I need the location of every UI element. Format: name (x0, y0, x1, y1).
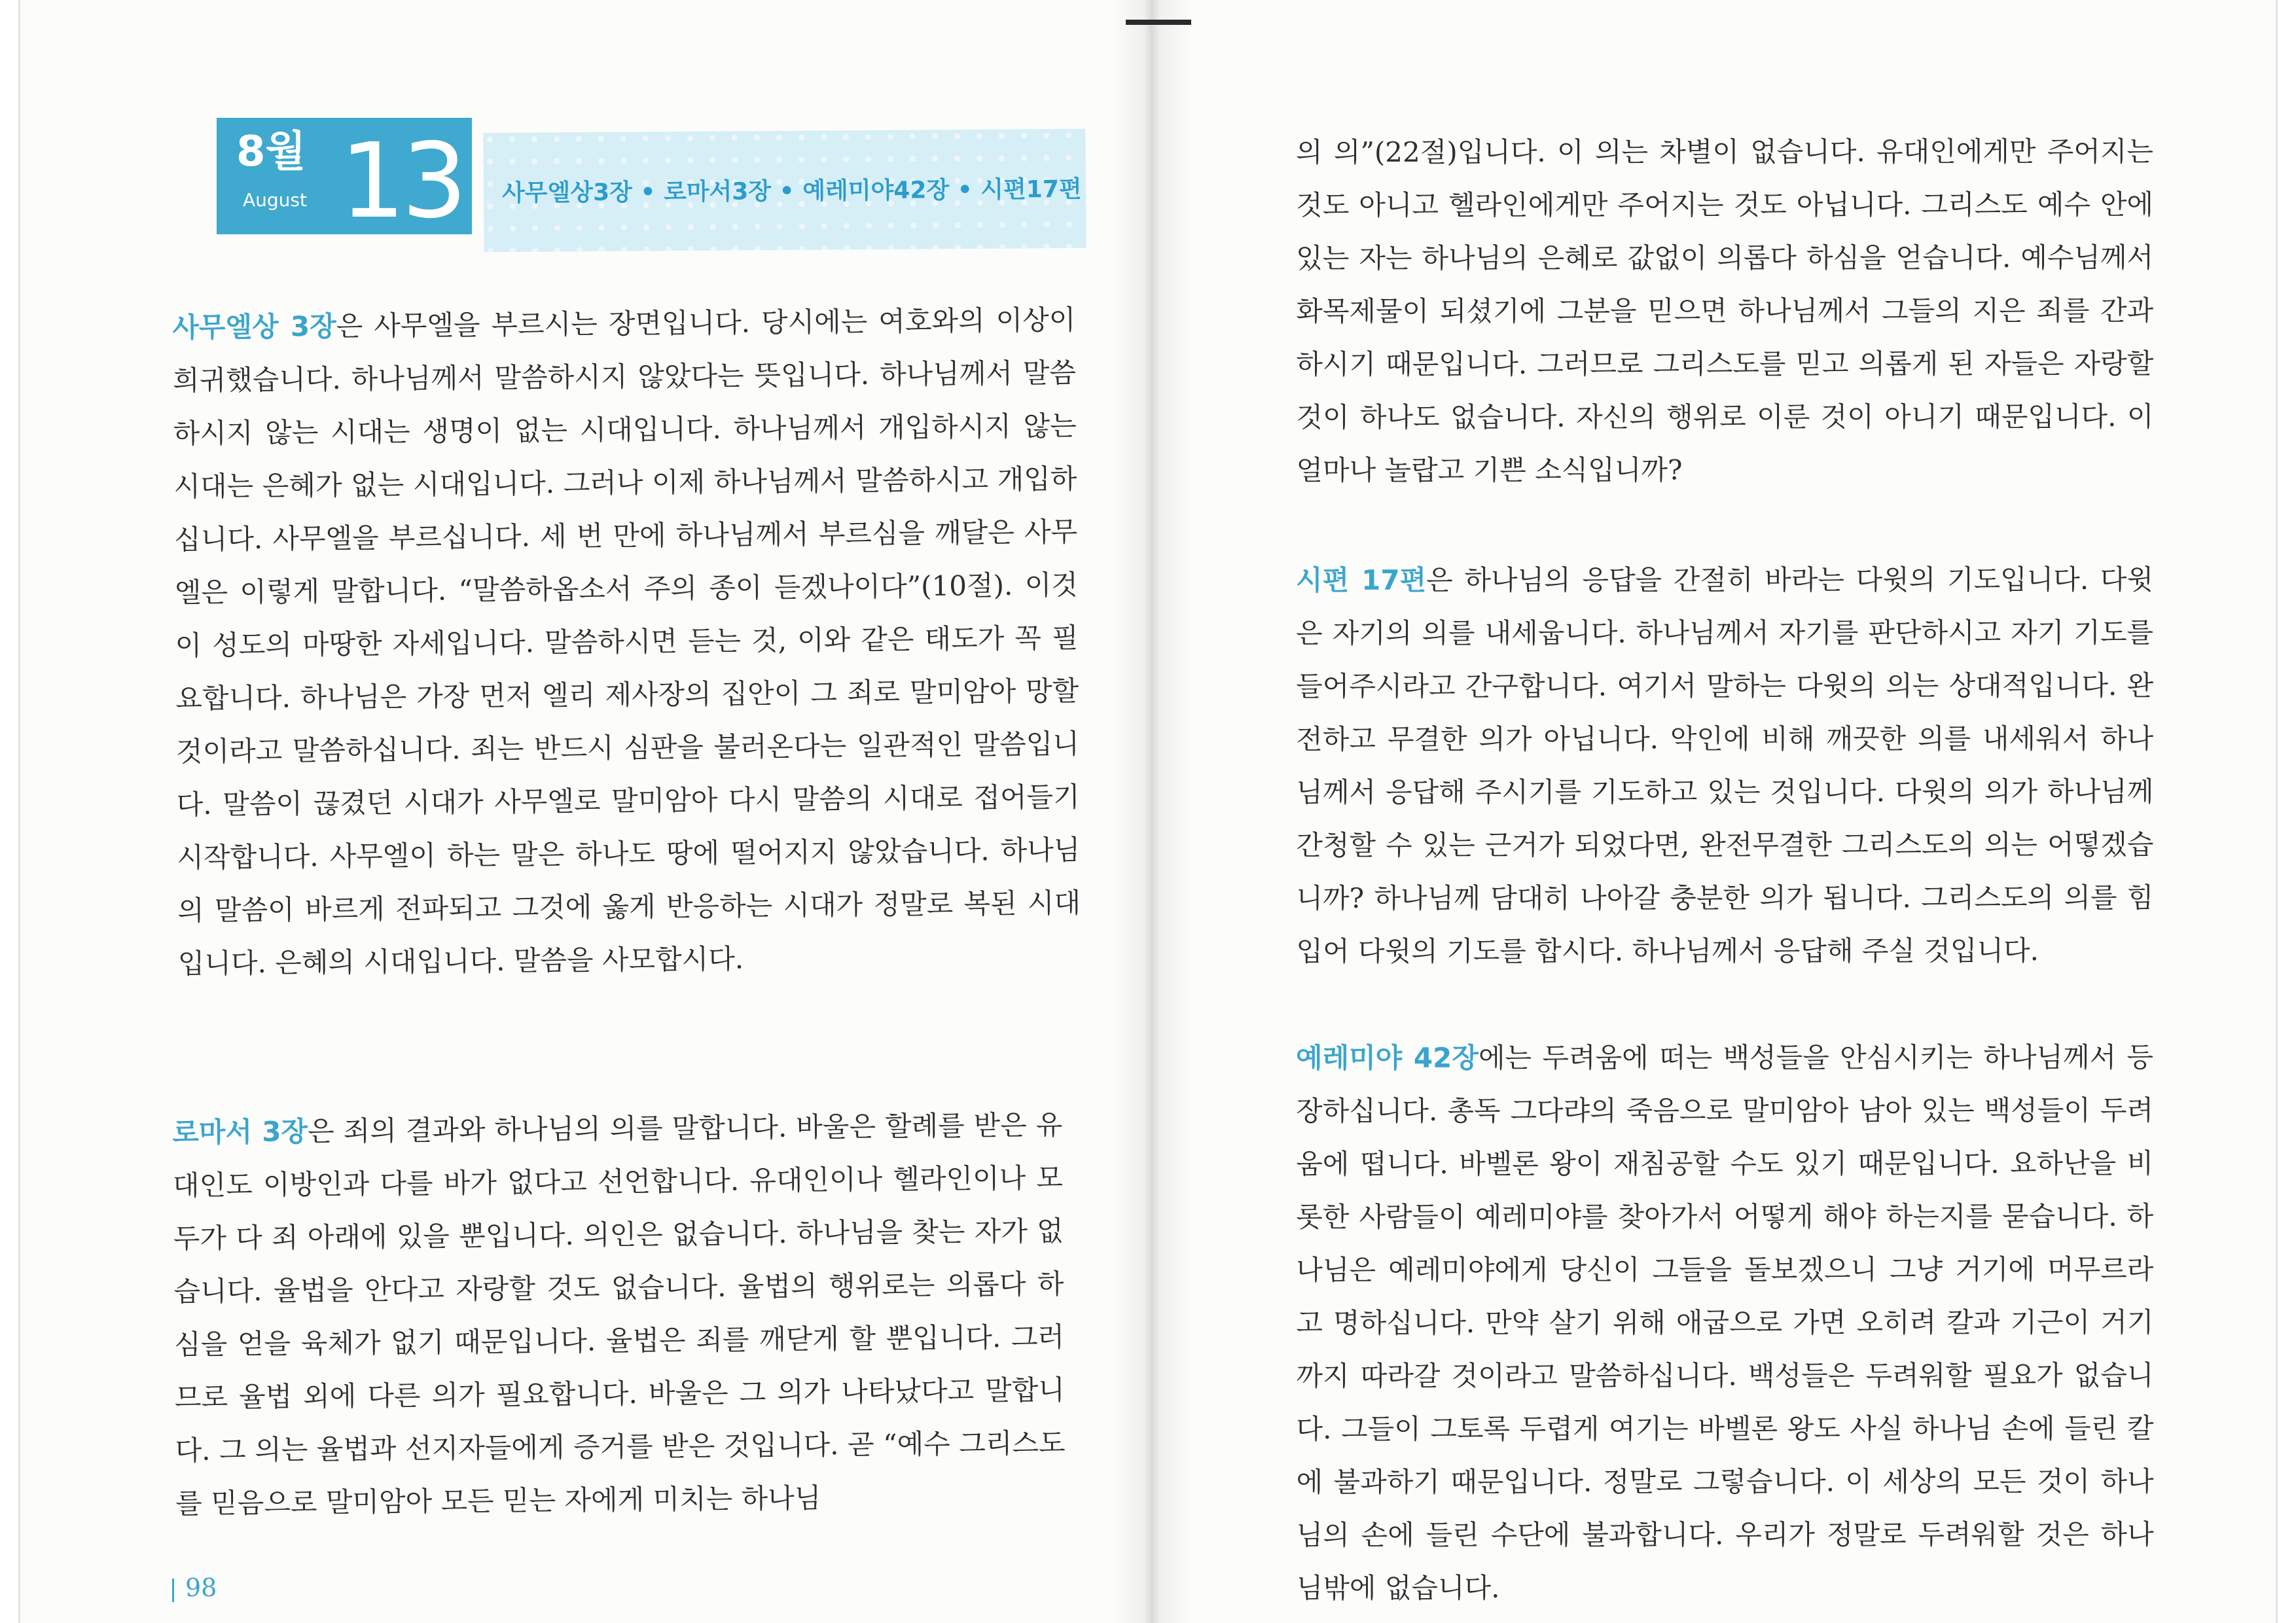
paragraph-heading: 로마서 3장 (172, 1115, 308, 1149)
day-number: 13 (340, 121, 464, 241)
paragraph-text: 은 죄의 결과와 하나님의 의를 말합니다. 바울은 할례를 받은 유대인도 이방인과 다를 바가 없다고 선언합니다. 유대인이나 헬라인이나 모두가 다 죄 아래에 있을 뿐입니다. 의인은 없습니다. 하나님을 찾는 자가 없습니다. 율법을 안다고 자랑할 것도 없습니다. 율법의 행위로는 의롭다 하심을 얻을 육체가 없기 때문입니다. 율법은 죄를 깨닫게 할 뿐입니다. 그러므로 율법 외에 다른 의가 필요합니다. 바울은 그 의가 나타났다고 말합니다. 그 의는 율법과 선지자들에게 증거를 받은 것입니다. 곧 “예수 그리스도를 믿음으로 말미암아 모든 믿는 자에게 미치는 하나님 (172, 1109, 1066, 1520)
page-number-rule (172, 1578, 174, 1602)
date-badge (217, 118, 472, 241)
paragraph-romans-continued (1296, 125, 2153, 497)
page-number: 98 (185, 1573, 217, 1602)
paragraph-psalms (1296, 553, 2154, 978)
paragraph-romans (172, 1098, 1066, 1530)
paragraph-text: 에는 두려움에 떠는 백성들을 안심시키는 하나님께서 등장하십니다. 총독 그다랴의 죽음으로 말미암아 남아 있는 백성들이 두려움에 떱니다. 바벨론 왕이 재침공할 수도 있기 때문입니다. 요하난을 비롯한 사람들이 예레미야를 찾아가서 어떻게 해야 하는지를 묻습니다. 하나님은 예레미야에게 당신이 그들을 돌보겠으니 그냥 거기에 머무르라고 명하십니다. 만약 살기 위해 애굽으로 가면 오히려 칼과 기근이 거기까지 따라갈 것이라고 말씀하십니다. 백성들은 두려워할 필요가 없습니다. 그들이 그토록 두렵게 여기는 바벨론 왕도 사실 하나님 손에 들린 칼에 불과하기 때문입니다. 정말로 그렇습니다. 이 세상의 모든 것이 하나님의 손에 들린 수단에 불과합니다. 우리가 정말로 두려워할 것은 하나님밖에 없습니다. (1296, 1041, 2154, 1604)
paragraph-text: 은 하나님의 응답을 간절히 바라는 다윗의 기도입니다. 다윗은 자기의 의를 내세웁니다. 하나님께서 자기를 판단하시고 자기 기도를 들어주시라고 간구합니다. 여기서 말하는 다윗의 의는 상대적입니다. 완전하고 무결한 의가 아닙니다. 악인에 비해 깨끗한 의를 내세워서 하나님께서 응답해 주시기를 기도하고 있는 것입니다. 다윗의 의가 하나님께 간청할 수 있는 근거가 되었다면, 완전무결한 그리스도의 의는 어떻겠습니까? 하나님께 담대히 나아갈 충분한 의가 됩니다. 그리스도의 의를 힘입어 다윗의 기도를 합시다. 하나님께서 응답해 주실 것입니다. (1296, 563, 2154, 967)
reading-plan-banner (483, 129, 1086, 252)
reading-plan-text: 사무엘상3장 • 로마서3장 • 예레미야42장 • 시편17편 (501, 175, 1082, 207)
book-gutter-shadow (1113, 0, 1191, 1623)
paragraph-heading: 사무엘상 3장 (172, 310, 336, 344)
paragraph-samuel (172, 293, 1081, 990)
paragraph-text: 의 의”(22절)입니다. 이 의는 차별이 없습니다. 유대인에게만 주어지는 것도 아니고 헬라인에게만 주어지는 것도 아닙니다. 그리스도 예수 안에 있는 자는 하나님의 은혜로 값없이 의롭다 하심을 얻습니다. 예수님께서 화목제물이 되셨기에 그분을 믿으면 하나님께서 그들의 지은 죄를 간과하시기 때문입니다. 그러므로 그리스도를 믿고 의롭게 된 자들은 자랑할 것이 하나도 없습니다. 자신의 행위로 이룬 것이 아니기 때문입니다. 이 얼마나 놀랍고 기쁜 소식입니까? (1296, 135, 2154, 486)
left-page (18, 0, 1151, 1623)
paragraph-text: 은 사무엘을 부르시는 장면입니다. 당시에는 여호와의 이상이 희귀했습니다. 하나님께서 말씀하시지 않았다는 뜻입니다. 하나님께서 말씀하시지 않는 시대는 생명이 없는 시대입니다. 하나님께서 개입하시지 않는 시대는 은혜가 없는 시대입니다. 그러나 이제 하나님께서 말씀하시고 개입하십니다. 사무엘을 부르십니다. 세 번 만에 하나님께서 부르심을 깨달은 사무엘은 이렇게 말합니다. “말씀하옵소서 주의 종이 듣겠나이다”(10절). 이것이 성도의 마땅한 자세입니다. 말씀하시면 듣는 것, 이와 같은 태도가 꼭 필요합니다. 하나님은 가장 먼저 엘리 제사장의 집안이 그 죄로 말미암아 망할 것이라고 말씀하십니다. 죄는 반드시 심판을 불러온다는 일관적인 말씀입니다. 말씀이 끊겼던 시대가 사무엘로 말미암아 다시 말씀의 시대로 접어들기 시작합니다. 사무엘이 하는 말은 하나도 땅에 떨어지지 않았습니다. 하나님의 말씀이 바르게 전파되고 그것에 옳게 반응하는 시대가 정말로 복된 시대입니다. 은혜의 시대입니다. 말씀을 사모합시다. (172, 303, 1081, 980)
month-english-label: August (243, 189, 307, 211)
paragraph-jeremiah (1296, 1031, 2154, 1614)
paragraph-heading: 예레미야 42장 (1296, 1041, 1479, 1074)
right-page (1151, 0, 2278, 1623)
spine-edge (1126, 20, 1191, 25)
month-label: 8월 (236, 128, 306, 176)
paragraph-heading: 시편 17편 (1296, 563, 1427, 596)
